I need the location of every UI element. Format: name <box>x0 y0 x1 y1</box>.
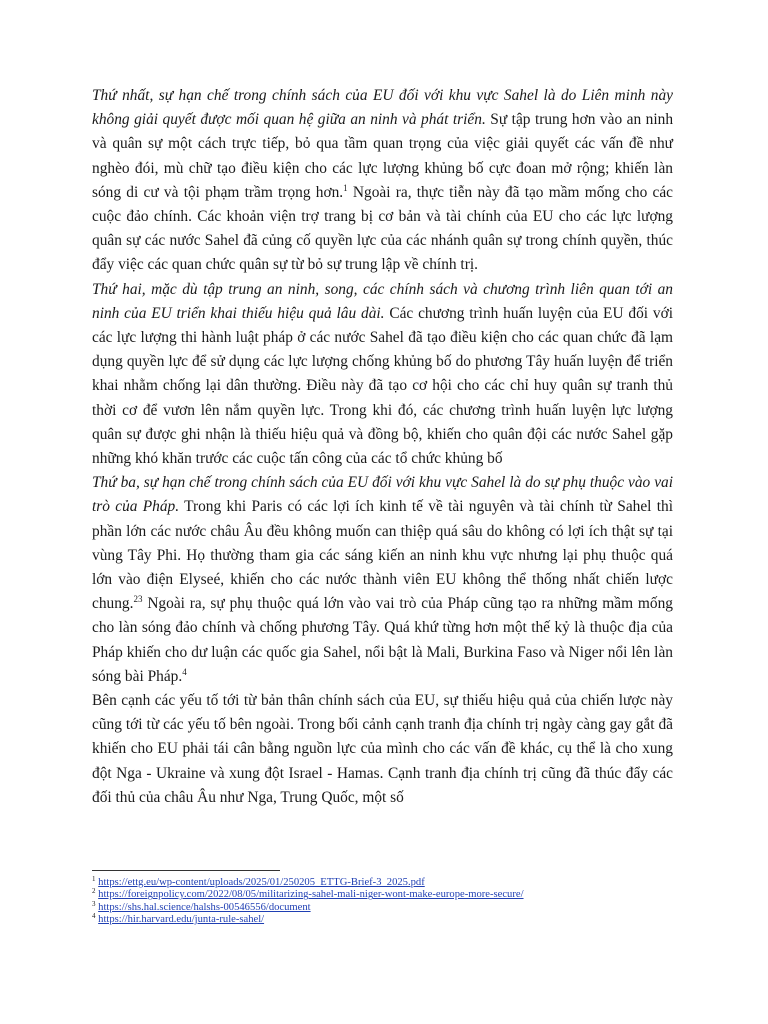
footnote-number: 3 <box>92 899 96 908</box>
paragraph-1 <box>92 84 673 278</box>
paragraph-text: Sự tập trung hơn vào an ninh và quân sự một cách trực tiếp, bỏ qua tầm quan trọng của việc giải quyết các vấn đề như nghèo đói, mù chữ tạo điều kiện cho các lực lượng khủng bố cực đoan mở rộng; khiến làn sóng di cư và tội phạm trầm trọng hơn. <box>92 111 674 201</box>
paragraph-text: Bên cạnh các yếu tố tới từ bản thân chính sách của EU, sự thiếu hiệu quả của chiến lược này cũng tới từ các yếu tố bên ngoài. Trong bối cảnh cạnh tranh địa chính trị ngày càng gay gắt đã khiến cho EU phải tái cân bằng nguồn lực của mình cho các vấn đề khác, cụ thể là cho xung đột Nga - Ukraine và xung đột Israel - Hamas. Cạnh tranh địa chính trị cũng đã thúc đẩy các đối thủ của châu Âu như Nga, Trung Quốc, một số <box>92 692 673 806</box>
footnote-number: 1 <box>92 875 96 883</box>
footnote-link[interactable]: https://hir.harvard.edu/junta-rule-sahel/ <box>98 914 265 926</box>
footnote-link[interactable]: https://foreignpolicy.com/2022/08/05/militarizing-sahel-mali-niger-wont-make-europe-more-secure/ <box>98 889 524 901</box>
paragraph-tail: Ngoài ra, sự phụ thuộc quá lớn vào vai trò của Pháp cũng tạo ra những mầm mống cho làn sóng đảo chính và chống phương Tây. Quá khứ từng hơn một thế kỷ là thuộc địa của Pháp khiến cho dư luận các quốc gia Sahel, nổi bật là Mali, Burkina Faso và Niger nổi lên làn sóng bài Pháp. <box>92 595 673 685</box>
paragraph-lead: Thứ ba, sự hạn chế trong chính sách của EU đối với khu vực Sahel là do sự phụ thuộc vào vai trò của Pháp. <box>92 474 673 516</box>
paragraph-2 <box>92 278 673 472</box>
footnote-number: 2 <box>92 887 96 896</box>
footnote-ref-1[interactable]: 1 <box>343 182 348 193</box>
paragraph-lead: Thứ nhất, sự hạn chế trong chính sách của EU đối với khu vực Sahel là do Liên minh này không giải quyết được mối quan hệ giữa an ninh và phát triển. <box>92 87 673 129</box>
footnote-4 <box>92 914 692 926</box>
body-text <box>92 84 673 810</box>
footnotes <box>92 877 692 927</box>
paragraph-lead: Thứ hai, mặc dù tập trung an ninh, song, các chính sách và chương trình liên quan tới an ninh của EU triển khai thiếu hiệu quả lâu dài. <box>92 280 673 322</box>
footnote-ref-4[interactable]: 4 <box>182 666 187 677</box>
footnote-link[interactable]: https://ettg.eu/wp-content/uploads/2025/01/250205_ETTG-Brief-3_2025.pdf <box>98 877 425 888</box>
paragraph-text: Các chương trình huấn luyện của EU đối với các lực lượng thi hành luật pháp ở các nước Sahel đã tạo điều kiện cho các quan chức đã lạm dụng quyền lực để sử dụng các lực lượng chống khủng bố do phương Tây huấn luyện để triển khai nhằm chống lại dân thường. Điều này đã tạo cơ hội cho các chỉ huy quân sự tranh thủ thời cơ để vươn lên nắm quyền lực. Trong khi đó, các chương trình huấn luyện lực lượng quân sự được ghi nhận là thiếu hiệu quả và đồng bộ, khiến cho quân đội các nước Sahel gặp những khó khăn trước các cuộc tấn công của các tổ chức khủng bố <box>92 304 673 468</box>
paragraph-text: Trong khi Paris có các lợi ích kinh tế về tài nguyên và tài chính từ Sahel thì phần lớn các nước châu Âu đều không muốn can thiệp quá sâu do không có lợi ích thật sự tại vùng Tây Phi. Họ thường tham gia các sáng kiến an ninh khu vực nhưng lại phụ thuộc quá lớn vào điện Elyseé, khiến cho các nước thành viên EU không thể thống nhất chiến lược chung. <box>92 498 673 613</box>
paragraph-3 <box>92 471 673 689</box>
footnote-ref-23[interactable]: 23 <box>133 594 143 605</box>
footnote-separator <box>92 870 280 871</box>
footnote-number: 4 <box>92 912 96 921</box>
paragraph-tail: Ngoài ra, thực tiễn này đã tạo mầm mống cho các cuộc đảo chính. Các khoản viện trợ trang bị cơ bản và tài chính của EU cho các lực lượng quân sự các nước Sahel đã củng cố quyền lực của các nhánh quân sự trong chính quyền, thúc đẩy việc các quan chức quân sự từ bỏ sự trung lập về chính trị. <box>92 183 673 274</box>
footnote-1 <box>92 877 692 889</box>
paragraph-4 <box>92 689 673 810</box>
footnote-link[interactable]: https://shs.hal.science/halshs-00546556/document <box>98 901 311 913</box>
footnote-3 <box>92 899 692 914</box>
footnote-2 <box>92 889 692 901</box>
